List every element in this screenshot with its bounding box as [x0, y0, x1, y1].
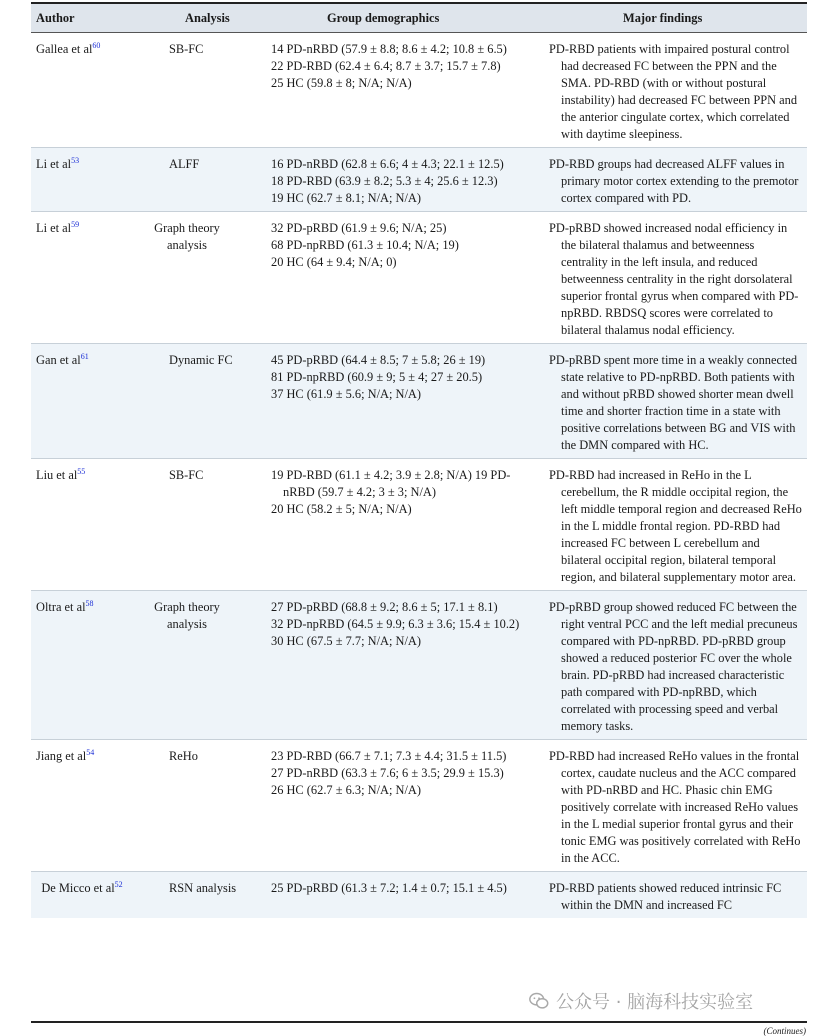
author-name: Li et al	[36, 221, 72, 235]
reference-link[interactable]: 55	[77, 467, 86, 476]
demographic-group: 25 HC (59.8 ± 8; N/A; N/A)	[271, 76, 412, 90]
demographic-group: 68 PD-npRBD (61.3 ± 10.4; N/A; 19)	[271, 238, 459, 252]
finding-text: PD-pRBD showed increased nodal efficiency in the bilateral thalamus and betweenness centrality in the left insula, and reduced betweenness centrality in the right dorsolateral superior frontal gyrus when compared with PD-npRBD. RBDSQ scores were correlated to bilateral thalamus nodal efficiency.	[549, 221, 799, 337]
finding-text: PD-RBD groups had decreased ALFF values in primary motor cortex extending to the premotor cortex compared with PD.	[549, 157, 799, 205]
table-row	[31, 872, 807, 919]
cell-findings	[537, 872, 807, 919]
author-name: Gan et al	[36, 353, 81, 367]
demographic-group: 18 PD-RBD (63.9 ± 8.2; 5.3 ± 4; 25.6 ± 12.3)	[271, 174, 498, 188]
cell-analysis: ALFF	[135, 148, 269, 212]
cell-author	[31, 33, 135, 148]
cell-demographics	[269, 148, 537, 212]
header-analysis: Analysis	[135, 3, 269, 33]
cell-demographics	[269, 872, 537, 919]
demographic-group: 27 PD-nRBD (63.3 ± 7.6; 6 ± 3.5; 29.9 ± 15.3)	[271, 766, 504, 780]
demographic-group: 19 PD-RBD (61.1 ± 4.2; 3.9 ± 2.8; N/A) 19 PD-nRBD (59.7 ± 4.2; 3 ± 3; N/A)	[271, 468, 511, 499]
demographic-group: 20 HC (58.2 ± 5; N/A; N/A)	[271, 502, 412, 516]
header-findings: Major findings	[537, 3, 807, 33]
table-header-row	[31, 3, 807, 33]
table-row	[31, 212, 807, 344]
watermark	[528, 988, 753, 1014]
demographic-group: 32 PD-pRBD (61.9 ± 9.6; N/A; 25)	[271, 221, 447, 235]
cell-demographics	[269, 344, 537, 459]
finding-text: PD-RBD patients showed reduced intrinsic FC within the DMN and increased FC	[549, 881, 782, 912]
table-row	[31, 740, 807, 872]
reference-link[interactable]: 54	[86, 748, 95, 757]
continues-note: (Continues)	[763, 1026, 806, 1036]
table-row	[31, 459, 807, 591]
cell-demographics	[269, 459, 537, 591]
demographic-group: 23 PD-RBD (66.7 ± 7.1; 7.3 ± 4.4; 31.5 ± 11.5)	[271, 749, 507, 763]
reference-link[interactable]: 58	[85, 599, 94, 608]
cell-analysis: SB-FC	[135, 459, 269, 591]
cell-findings	[537, 33, 807, 148]
cell-findings	[537, 459, 807, 591]
cell-analysis: RSN analysis	[135, 872, 269, 919]
table-row	[31, 591, 807, 740]
cell-findings	[537, 148, 807, 212]
author-name: Liu et al	[36, 468, 78, 482]
demographic-group: 22 PD-RBD (62.4 ± 6.4; 8.7 ± 3.7; 15.7 ± 7.8)	[271, 59, 501, 73]
cell-analysis: Graph theory analysis	[135, 591, 269, 740]
demographic-group: 20 HC (64 ± 9.4; N/A; 0)	[271, 255, 397, 269]
watermark-text: 公众号 · 脑海科技实验室	[556, 992, 754, 1013]
header-author: Author	[31, 3, 135, 33]
demographic-group: 26 HC (62.7 ± 6.3; N/A; N/A)	[271, 783, 421, 797]
table-body	[31, 33, 807, 919]
reference-link[interactable]: 60	[92, 41, 101, 50]
table-row	[31, 344, 807, 459]
demographic-group: 16 PD-nRBD (62.8 ± 6.6; 4 ± 4.3; 22.1 ± 12.5)	[271, 157, 504, 171]
demographic-group: 27 PD-pRBD (68.8 ± 9.2; 8.6 ± 5; 17.1 ± 8.1)	[271, 600, 498, 614]
cell-analysis: Graph theory analysis	[135, 212, 269, 344]
reference-link[interactable]: 52	[114, 880, 123, 889]
demographic-group: 19 HC (62.7 ± 8.1; N/A; N/A)	[271, 191, 421, 205]
finding-text: PD-RBD patients with impaired postural control had decreased FC between the PPN and the SMA. PD-RBD (with or without postural instability) had decreased FC between PPN and the anterior cingulate cortex, which correlated with daytime sleepiness.	[549, 42, 798, 141]
finding-text: PD-RBD had increased ReHo values in the frontal cortex, caudate nucleus and the ACC compared with PD-nRBD and HC. Phasic chin EMG positively correlate with increased ReHo values in the L medial superior frontal gyrus and their tonic EMG was positively correlated with ReHo in the ACC.	[549, 749, 801, 865]
cell-findings	[537, 212, 807, 344]
cell-analysis: Dynamic FC	[135, 344, 269, 459]
author-name: Jiang et al	[36, 749, 87, 763]
author-name: Oltra et al	[36, 600, 86, 614]
cell-demographics	[269, 591, 537, 740]
demographic-group: 32 PD-npRBD (64.5 ± 9.9; 6.3 ± 3.6; 15.4 ± 10.2)	[271, 617, 520, 631]
demographic-group: 25 PD-pRBD (61.3 ± 7.2; 1.4 ± 0.7; 15.1 ± 4.5)	[271, 881, 507, 895]
cell-author	[31, 212, 135, 344]
header-demographics: Group demographics	[269, 3, 537, 33]
findings-table	[31, 2, 807, 918]
table-row	[31, 33, 807, 148]
cell-author	[31, 872, 135, 919]
finding-text: PD-pRBD spent more time in a weakly connected state relative to PD-npRBD. Both patients with and without pRBD showed shorter mean dwell time and shorter fraction time in a state with positive correlations between BG and VIS with the DMN compared with HC.	[549, 353, 798, 452]
cell-demographics	[269, 212, 537, 344]
table-bottom-rule	[31, 1021, 807, 1023]
demographic-group: 37 HC (61.9 ± 5.6; N/A; N/A)	[271, 387, 421, 401]
cell-author	[31, 740, 135, 872]
table-row	[31, 148, 807, 212]
author-name: De Micco et al	[41, 881, 115, 895]
wechat-icon	[528, 990, 550, 1012]
cell-analysis: ReHo	[135, 740, 269, 872]
finding-text: PD-pRBD group showed reduced FC between the right ventral PCC and the left medial precuneus compared with PD-npRBD. PD-pRBD group showed a reduced posterior FC over the whole brain. PD-pRBD had increased characteristic path compared with PD-npRBD, which correlated with processing speed and verbal memory tasks.	[549, 600, 798, 733]
cell-author	[31, 591, 135, 740]
author-name: Gallea et al	[36, 42, 93, 56]
cell-author	[31, 459, 135, 591]
cell-author	[31, 148, 135, 212]
cell-demographics	[269, 33, 537, 148]
cell-analysis: SB-FC	[135, 33, 269, 148]
cell-author	[31, 344, 135, 459]
author-name: Li et al	[36, 157, 72, 171]
cell-findings	[537, 591, 807, 740]
demographic-group: 30 HC (67.5 ± 7.7; N/A; N/A)	[271, 634, 421, 648]
demographic-group: 14 PD-nRBD (57.9 ± 8.8; 8.6 ± 4.2; 10.8 ± 6.5)	[271, 42, 507, 56]
reference-link[interactable]: 61	[80, 352, 89, 361]
reference-link[interactable]: 53	[71, 156, 80, 165]
finding-text: PD-RBD had increased in ReHo in the L cerebellum, the R middle occipital region, the left middle temporal region and decreased ReHo in the L middle frontal region. PD-RBD had increased FC between L cerebellum and bilateral occipital region, bilateral temporal region, and bilateral supplementary motor area.	[549, 468, 802, 584]
reference-link[interactable]: 59	[71, 220, 80, 229]
cell-findings	[537, 344, 807, 459]
cell-demographics	[269, 740, 537, 872]
demographic-group: 45 PD-pRBD (64.4 ± 8.5; 7 ± 5.8; 26 ± 19)	[271, 353, 486, 367]
demographic-group: 81 PD-npRBD (60.9 ± 9; 5 ± 4; 27 ± 20.5)	[271, 370, 483, 384]
cell-findings	[537, 740, 807, 872]
